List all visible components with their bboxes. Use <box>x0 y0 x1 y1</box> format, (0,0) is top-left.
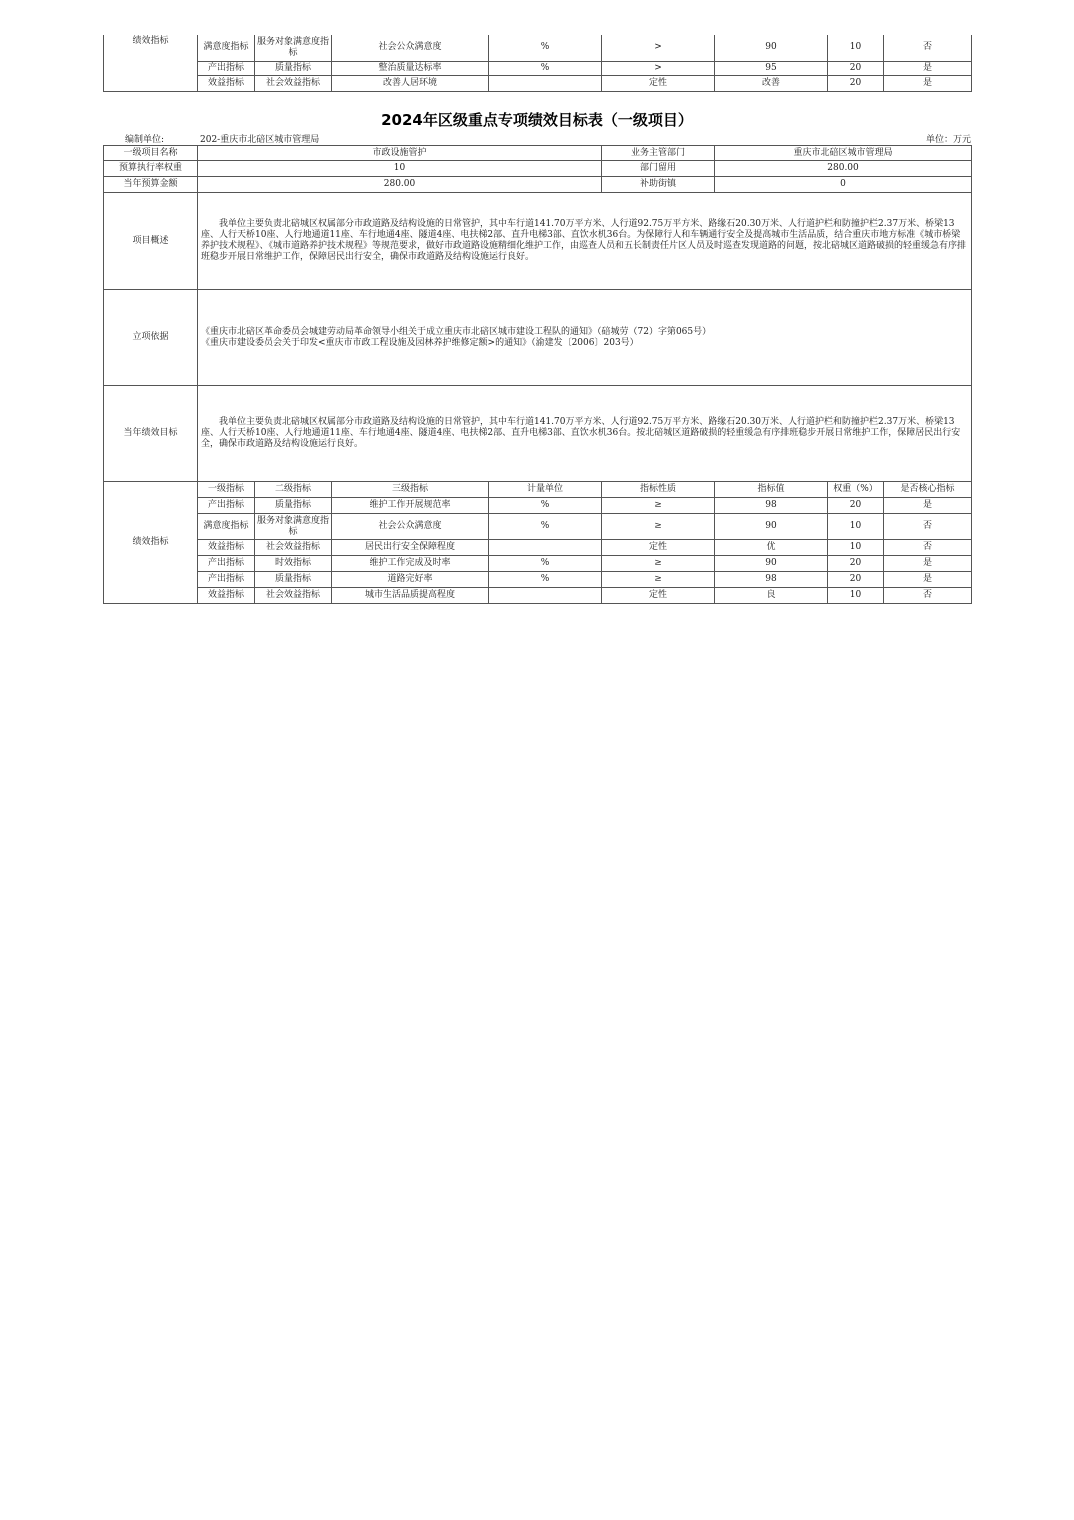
goal-cell <box>198 386 972 482</box>
weight-cell: 10 <box>828 514 884 540</box>
info-row <box>104 161 972 177</box>
unit-cell <box>489 75 602 91</box>
level3-cell: 改善人居环境 <box>332 75 489 91</box>
value-cell: 优 <box>715 540 828 556</box>
core-cell: 是 <box>884 75 972 91</box>
value-cell: 良 <box>715 588 828 604</box>
overview-cell <box>198 193 972 290</box>
unit-cell: % <box>489 35 602 61</box>
value-cell: 改善 <box>715 75 828 91</box>
compiling-unit-value: 202-重庆市北碚区城市管理局 <box>200 135 320 145</box>
compiling-unit-label: 编制单位: <box>125 135 165 145</box>
value-cell: 90 <box>715 35 828 61</box>
unit-cell: % <box>489 556 602 572</box>
core-cell: 是 <box>884 61 972 75</box>
nature-cell: > <box>602 35 715 61</box>
level2-cell: 社会效益指标 <box>255 540 332 556</box>
nature-cell: ≥ <box>602 572 715 588</box>
table-row <box>104 35 972 61</box>
budget-label: 当年预算金额 <box>104 177 198 193</box>
level1-cell: 产出指标 <box>198 498 255 514</box>
retain-value: 280.00 <box>715 161 972 177</box>
unit-cell: % <box>489 514 602 540</box>
core-cell: 是 <box>884 556 972 572</box>
core-cell: 是 <box>884 498 972 514</box>
level1-cell: 产出指标 <box>198 61 255 75</box>
goal-text: 我单位主要负责北碚城区权属部分市政道路及结构设施的日常管护，其中车行道141.70万平方米、人行道92.75万平方米、路缘石20.30万米、人行道护栏和防撞护栏2.37万米、桥梁13座、人行天桥10座、人行地通道11座、车行地通4座、隧道4座、电扶梯2部、直升电梯3部、直饮水机36台。按北碚城区道路破损的轻重缓急有序排班稳步开展日常维护工作，保障居民出行安全，确保市政道路及结构设施运行良好。 <box>201 417 961 449</box>
level2-cell: 社会效益指标 <box>255 588 332 604</box>
level2-cell: 质量指标 <box>255 61 332 75</box>
weight-cell: 10 <box>828 35 884 61</box>
project-name-label: 一级项目名称 <box>104 146 198 161</box>
core-cell: 否 <box>884 588 972 604</box>
value-cell: 90 <box>715 556 828 572</box>
table-row <box>104 540 972 556</box>
level3-cell: 社会公众满意度 <box>332 35 489 61</box>
column-header: 权重（%） <box>828 482 884 498</box>
subsidy-value: 0 <box>715 177 972 193</box>
previous-indicator-table <box>103 35 972 92</box>
level1-cell: 效益指标 <box>198 588 255 604</box>
weight-cell: 20 <box>828 61 884 75</box>
table-row <box>104 75 972 91</box>
goal-row <box>104 386 972 482</box>
column-header: 指标性质 <box>602 482 715 498</box>
basis-line: 《重庆市北碚区革命委员会城建劳动局革命领导小组关于成立重庆市北碚区城市建设工程队的通知》（碚城劳（72）字第065号） <box>201 326 712 337</box>
nature-cell: ≥ <box>602 498 715 514</box>
budget-value: 280.00 <box>198 177 602 193</box>
dept-value: 重庆市北碚区城市管理局 <box>715 146 972 161</box>
weight-cell: 10 <box>828 588 884 604</box>
unit-cell <box>489 588 602 604</box>
unit-cell: % <box>489 61 602 75</box>
weight-cell: 20 <box>828 498 884 514</box>
level1-cell: 产出指标 <box>198 556 255 572</box>
unit-cell: % <box>489 572 602 588</box>
level3-cell: 城市生活品质提高程度 <box>332 588 489 604</box>
money-unit: 单位：万元 <box>925 135 971 145</box>
table-row <box>104 556 972 572</box>
level3-cell: 维护工作完成及时率 <box>332 556 489 572</box>
indicator-group-label: 绩效指标 <box>104 35 198 91</box>
core-cell: 否 <box>884 35 972 61</box>
basis-row <box>104 290 972 386</box>
table-row <box>104 498 972 514</box>
level1-cell: 满意度指标 <box>198 35 255 61</box>
table-row <box>104 572 972 588</box>
level2-cell: 社会效益指标 <box>255 75 332 91</box>
nature-cell: > <box>602 61 715 75</box>
indicator-header-row <box>104 482 972 498</box>
column-header: 指标值 <box>715 482 828 498</box>
column-header: 计量单位 <box>489 482 602 498</box>
core-cell: 否 <box>884 540 972 556</box>
overview-text: 我单位主要负责北碚城区权属部分市政道路及结构设施的日常管护，其中车行道141.70万平方米、人行道92.75万平方米、路缘石20.30万米、人行道护栏和防撞护栏2.37万米、桥梁13座、人行天桥10座、人行地通道11座、车行地通4座、隧道4座、电扶梯2部、直升电梯3部、直饮水机36台。为保障行人和车辆通行安全及提高城市生活品质，结合重庆市地方标准《城市桥梁养护技术规程》、《城市道路养护技术规程》等规范要求，做好市政道路设施精细化维护工作，由巡查人员和五长制责任片区人员及时巡查发现道路的问题，按北碚城区道路破损的轻重缓急有序排班稳步开展日常维护工作，保障居民出行安全，确保市政道路及结构设施运行良好。 <box>201 219 967 262</box>
level3-cell: 社会公众满意度 <box>332 514 489 540</box>
overview-label: 项目概述 <box>104 193 198 290</box>
weight-label: 预算执行率权重 <box>104 161 198 177</box>
project-name-value: 市政设施管护 <box>198 146 602 161</box>
column-header: 一级指标 <box>198 482 255 498</box>
basis-line: 《重庆市建设委员会关于印发<重庆市市政工程设施及园林养护维修定额>的通知》（渝建发〔2006〕203号） <box>201 337 639 348</box>
value-cell: 98 <box>715 572 828 588</box>
info-row <box>104 177 972 193</box>
nature-cell: ≥ <box>602 556 715 572</box>
column-header: 二级指标 <box>255 482 332 498</box>
level3-cell: 道路完好率 <box>332 572 489 588</box>
unit-cell: % <box>489 498 602 514</box>
value-cell: 98 <box>715 498 828 514</box>
core-cell: 是 <box>884 572 972 588</box>
basis-label: 立项依据 <box>104 290 198 386</box>
weight-cell: 20 <box>828 556 884 572</box>
dept-label: 业务主管部门 <box>602 146 715 161</box>
core-cell: 否 <box>884 514 972 540</box>
level1-cell: 效益指标 <box>198 75 255 91</box>
value-cell: 95 <box>715 61 828 75</box>
nature-cell: 定性 <box>602 540 715 556</box>
level2-cell: 质量指标 <box>255 572 332 588</box>
info-row <box>104 146 972 161</box>
level1-cell: 满意度指标 <box>198 514 255 540</box>
nature-cell: ≥ <box>602 514 715 540</box>
performance-target-table <box>103 145 972 604</box>
basis-cell <box>198 290 972 386</box>
level2-cell: 服务对象满意度指标 <box>255 514 332 540</box>
level1-cell: 效益指标 <box>198 540 255 556</box>
nature-cell: 定性 <box>602 75 715 91</box>
level3-cell: 居民出行安全保障程度 <box>332 540 489 556</box>
level2-cell: 服务对象满意度指标 <box>255 35 332 61</box>
column-header: 三级指标 <box>332 482 489 498</box>
page-title: 2024年区级重点专项绩效目标表（一级项目） <box>381 111 693 129</box>
level3-cell: 维护工作开展规范率 <box>332 498 489 514</box>
retain-label: 部门留用 <box>602 161 715 177</box>
table-row <box>104 588 972 604</box>
subsidy-label: 补助街镇 <box>602 177 715 193</box>
level2-cell: 质量指标 <box>255 498 332 514</box>
level1-cell: 产出指标 <box>198 572 255 588</box>
weight-cell: 20 <box>828 572 884 588</box>
nature-cell: 定性 <box>602 588 715 604</box>
weight-value: 10 <box>198 161 602 177</box>
table-row <box>104 514 972 540</box>
weight-cell: 20 <box>828 75 884 91</box>
level3-cell: 整治质量达标率 <box>332 61 489 75</box>
unit-cell <box>489 540 602 556</box>
value-cell: 90 <box>715 514 828 540</box>
goal-label: 当年绩效目标 <box>104 386 198 482</box>
overview-row <box>104 193 972 290</box>
column-header: 是否核心指标 <box>884 482 972 498</box>
level2-cell: 时效指标 <box>255 556 332 572</box>
table-row <box>104 61 972 75</box>
weight-cell: 10 <box>828 540 884 556</box>
indicator-group-label: 绩效指标 <box>104 482 198 604</box>
table-meta <box>103 132 971 144</box>
